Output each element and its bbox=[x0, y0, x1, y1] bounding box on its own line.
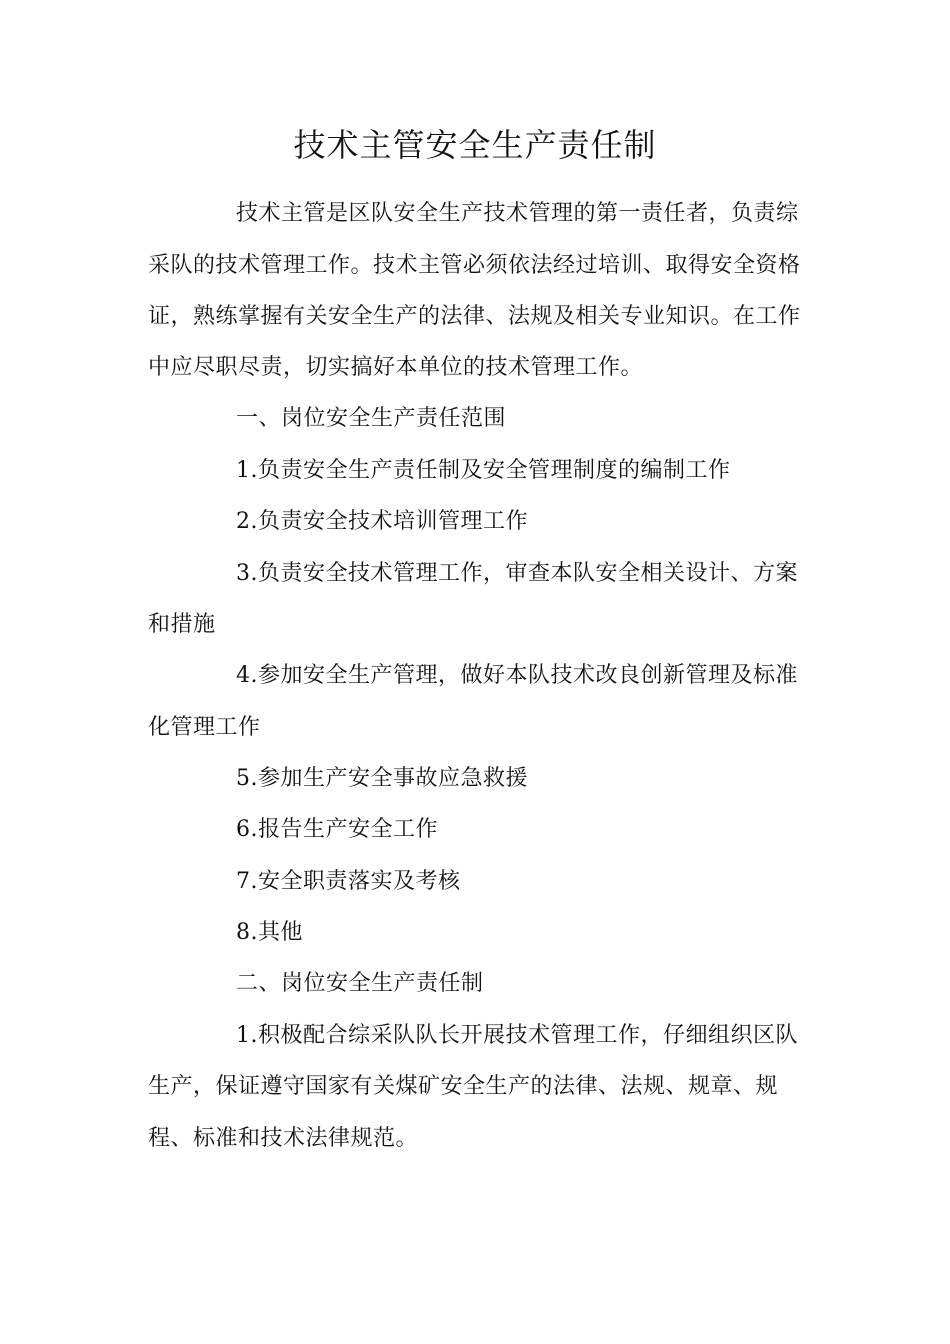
list-item-continuation: 生产，保证遵守国家有关煤矿安全生产的法律、法规、规章、规 bbox=[148, 1074, 779, 1099]
list-item: 1.负责安全生产责任制及安全管理制度的编制工作 bbox=[236, 458, 731, 483]
list-item: 2.负责安全技术培训管理工作 bbox=[236, 509, 528, 534]
list-item-continuation: 和措施 bbox=[148, 612, 216, 637]
list-item: 8.其他 bbox=[236, 920, 303, 945]
section-heading: 一、岗位安全生产责任范围 bbox=[236, 406, 507, 431]
list-item: 3.负责安全技术管理工作，审查本队安全相关设计、方案 bbox=[236, 561, 798, 586]
section-heading: 二、岗位安全生产责任制 bbox=[236, 971, 484, 996]
list-item: 4.参加安全生产管理，做好本队技术改良创新管理及标准 bbox=[236, 663, 798, 688]
paragraph-line: 证，熟练掌握有关安全生产的法律、法规及相关专业知识。在工作 bbox=[148, 304, 801, 329]
list-item-continuation: 化管理工作 bbox=[148, 715, 261, 740]
paragraph-line: 中应尽职尽责，切实搞好本单位的技术管理工作。 bbox=[148, 355, 644, 380]
list-item-continuation: 程、标准和技术法律规范。 bbox=[148, 1126, 419, 1151]
list-item: 1.积极配合综采队队长开展技术管理工作，仔细组织区队 bbox=[236, 1023, 798, 1048]
list-item: 6.报告生产安全工作 bbox=[236, 817, 438, 842]
list-item: 5.参加生产安全事故应急救援 bbox=[236, 766, 528, 791]
list-item: 7.安全职责落实及考核 bbox=[236, 869, 461, 894]
paragraph-line: 采队的技术管理工作。技术主管必须依法经过培训、取得安全资格 bbox=[148, 253, 801, 278]
document-title: 技术主管安全生产责任制 bbox=[293, 126, 657, 164]
paragraph-line: 技术主管是区队安全生产技术管理的第一责任者，负责综 bbox=[236, 201, 799, 226]
